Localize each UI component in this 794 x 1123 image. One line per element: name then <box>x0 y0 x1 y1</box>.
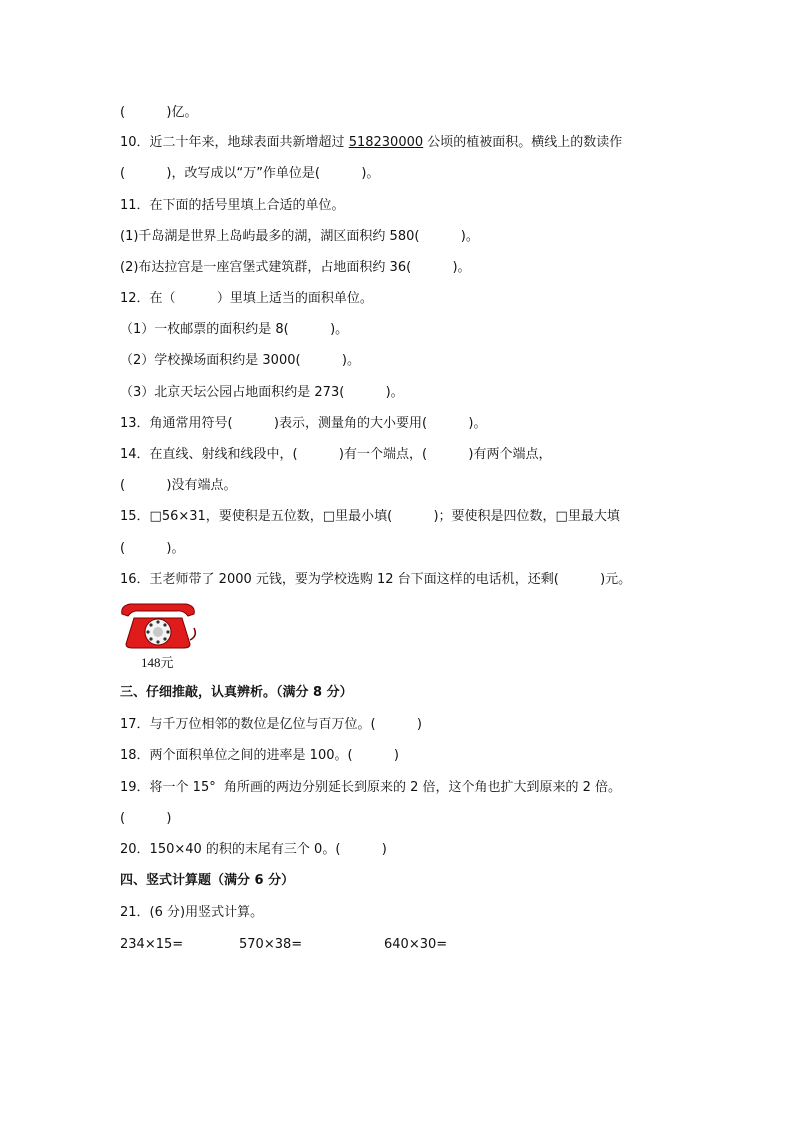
q12-item-1: （1）一枚邮票的面积约是 8( )。 <box>120 322 349 337</box>
q10-underlined-number: 518230000 <box>348 135 424 150</box>
q18: 18．两个面积单位之间的进率是 100。( ) <box>120 748 399 763</box>
q16: 16．王老师带了 2000 元钱，要为学校选购 12 台下面这样的电话机，还剩( )元。 <box>120 572 632 587</box>
section-3-heading: 三、仔细推敲，认真辨析。（满分 8 分） <box>120 685 353 700</box>
phone-price: 148元 <box>141 655 174 670</box>
q10-text-pre: 10．近二十年来，地球表面共新增超过 <box>120 135 349 150</box>
q11-item-2: (2)布达拉宫是一座宫堡式建筑群，占地面积约 36( )。 <box>120 260 471 275</box>
q12-title: 12．在（ ）里填上适当的面积单位。 <box>120 291 373 306</box>
telephone-icon-body <box>122 604 196 648</box>
q11-item-1: (1)千岛湖是世界上岛屿最多的湖，湖区面积约 580( )。 <box>120 229 479 244</box>
q14-line1: 14．在直线、射线和线段中，( )有一个端点，( )有两个端点， <box>120 447 552 462</box>
q11-title: 11．在下面的括号里填上合适的单位。 <box>120 198 345 213</box>
q13: 13．角通常用符号( )表示，测量角的大小要用( )。 <box>120 416 487 431</box>
q21: 21．(6 分)用竖式计算。 <box>120 905 264 920</box>
q10-text-post: 公顷的植被面积。横线上的数读作 <box>423 135 623 150</box>
q20: 20．150×40 的积的末尾有三个 0。( ) <box>120 842 387 857</box>
q10-line2: ( )，改写成以“万”作单位是( )。 <box>120 166 380 181</box>
q14-line2: ( )没有端点。 <box>120 478 237 493</box>
q9-tail: ( )亿。 <box>120 105 198 120</box>
calc-1: 234×15= <box>120 937 184 952</box>
q19-line2: ( ) <box>120 811 172 826</box>
q19-line1: 19．将一个 15° 角所画的两边分别延长到原来的 2 倍，这个角也扩大到原来的 2 倍。 <box>120 780 622 795</box>
q10-line1 <box>120 134 622 152</box>
q12-item-3: （3）北京天坛公园占地面积约是 273( )。 <box>120 385 404 400</box>
section-4-heading: 四、竖式计算题（满分 6 分） <box>120 873 295 888</box>
calc-2: 570×38= <box>239 937 303 952</box>
q15-line2: ( )。 <box>120 541 185 556</box>
q17: 17．与千万位相邻的数位是亿位与百万位。( ) <box>120 717 423 732</box>
calc-3: 640×30= <box>384 937 448 952</box>
q12-item-2: （2）学校操场面积约是 3000( )。 <box>120 353 360 368</box>
q15-line1: 15．□56×31，要使积是五位数，□里最小填( )；要使积是四位数，□里最大填 <box>120 509 620 524</box>
telephone-icon <box>118 600 198 650</box>
